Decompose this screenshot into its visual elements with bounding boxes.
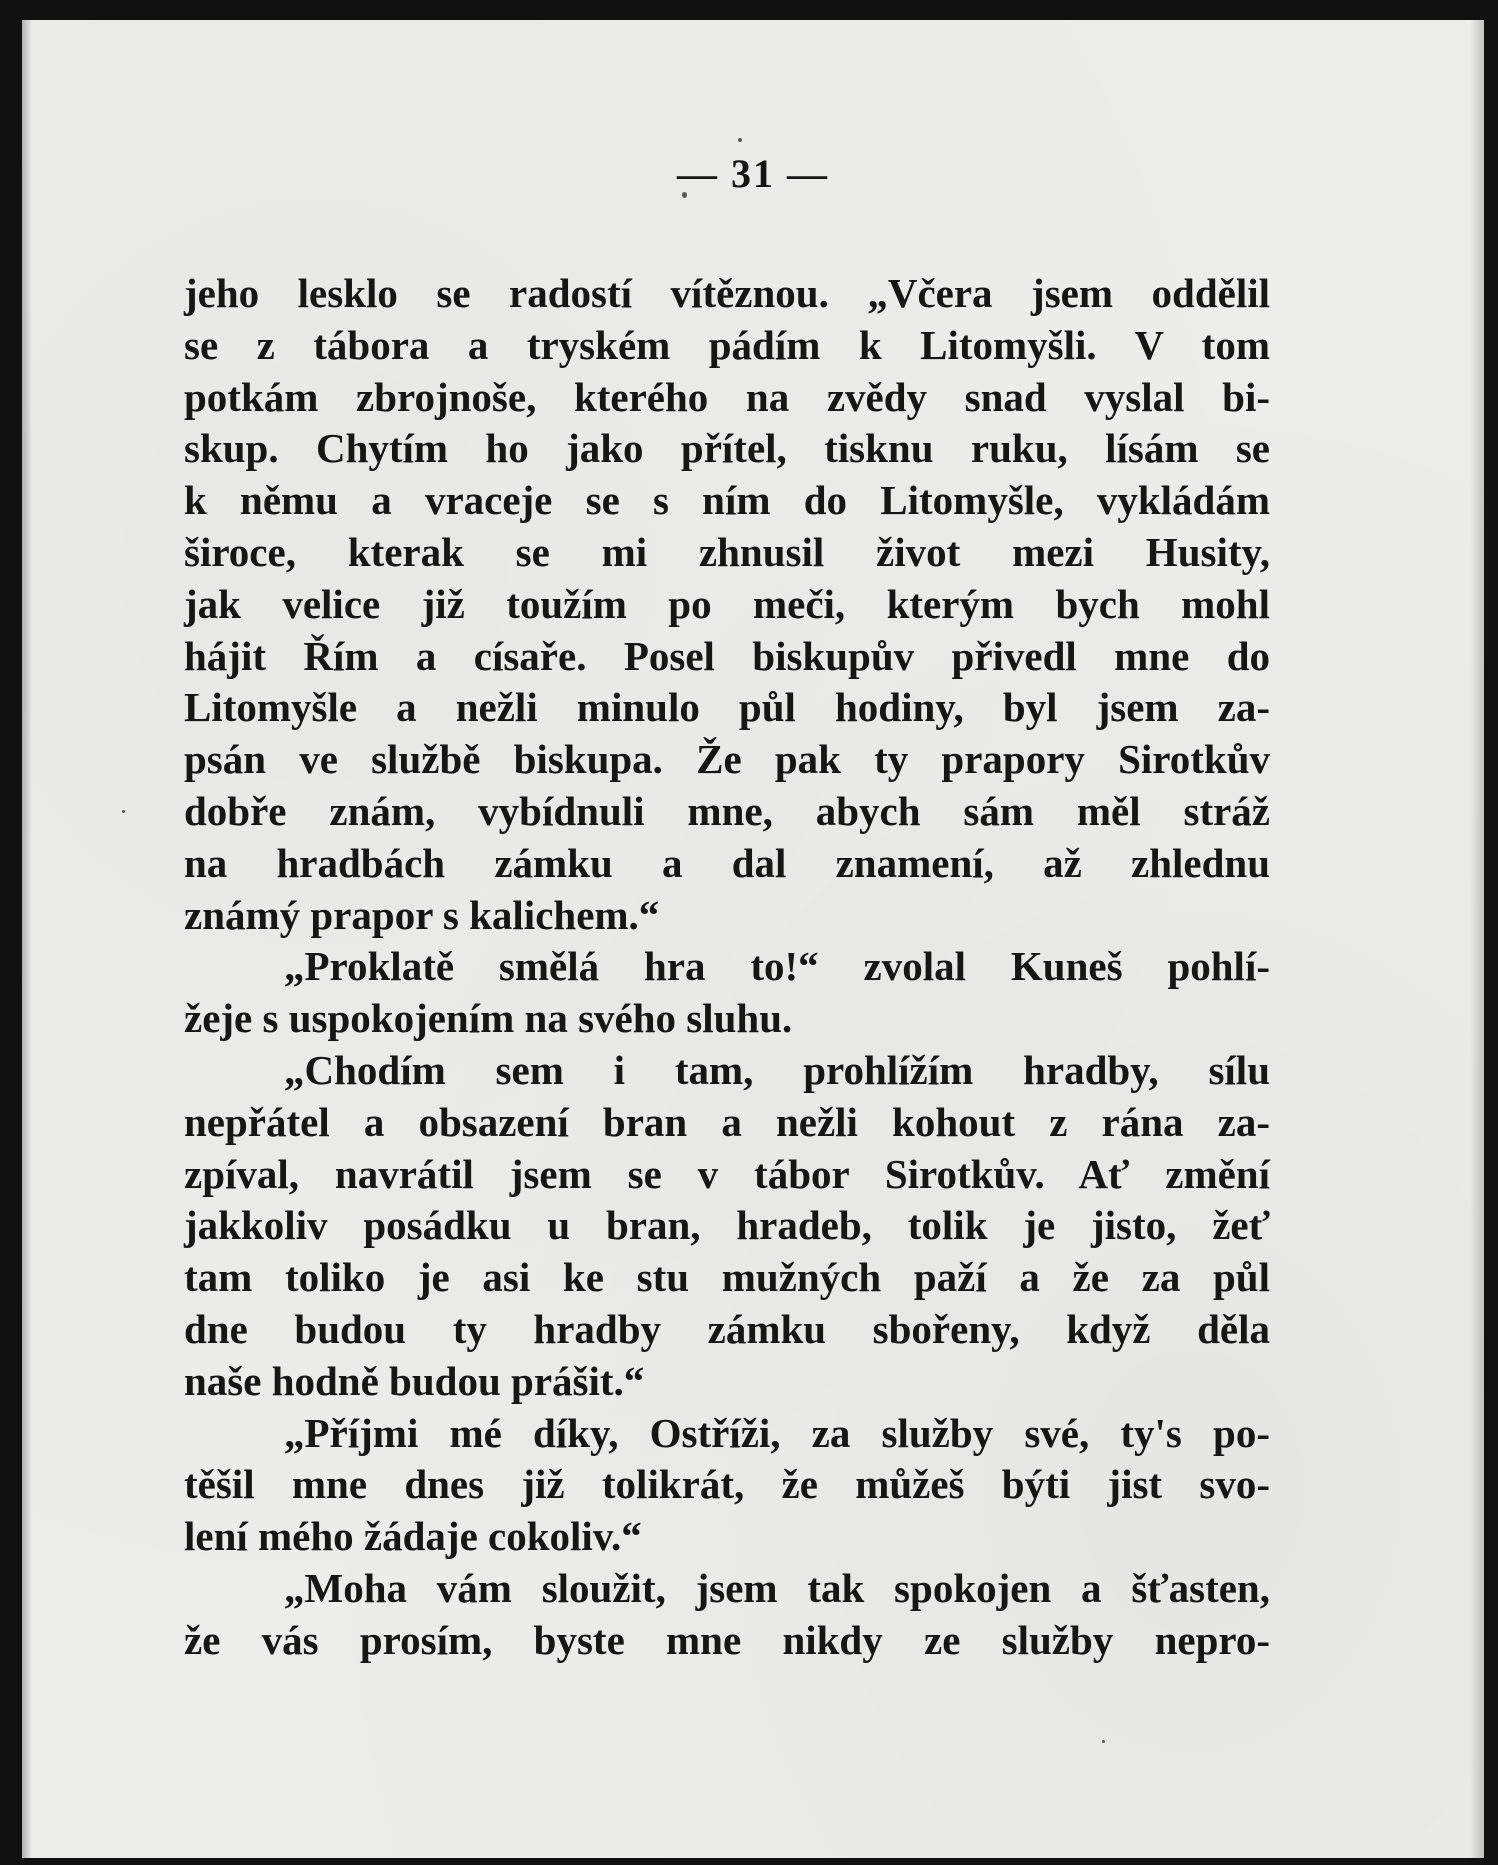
text-line: na hradbách zámku a dal znamení, až zhlednu <box>184 839 1270 886</box>
text-line: „Chodím sem i tam, prohlížím hradby, sílu <box>284 1046 1270 1093</box>
text-line: jeho lesklo se radostí vítěznou. „Včera jsem oddělil <box>184 270 1270 316</box>
text-line: skup. Chytím ho jako přítel, tisknu ruku, lísám se <box>184 425 1270 472</box>
page-number: — 31 — <box>677 151 829 196</box>
book-page <box>22 20 1484 1858</box>
text-line: těšil mne dnes již tolikrát, že můžeš býti jist svo- <box>184 1461 1270 1508</box>
text-line: jakkoliv posádku u bran, hradeb, tolik je jisto, žeť <box>184 1202 1270 1249</box>
dust-speck <box>1102 1740 1105 1743</box>
text-line: psán ve službě biskupa. Že pak ty prapory Sirotkův <box>184 736 1270 783</box>
text-line: jak velice již toužím po meči, kterým bych mohl <box>184 580 1270 627</box>
text-line: lení mého žádaje cokoliv.“ <box>184 1513 642 1560</box>
text-line: že vás prosím, byste mne nikdy ze služby nepro- <box>184 1616 1270 1663</box>
text-line: tam toliko je asi ke stu mužných paží a že za půl <box>184 1254 1270 1301</box>
text-line: zpíval, navrátil jsem se v tábor Sirotkův. Ať změní <box>184 1150 1270 1197</box>
text-line: naše hodně budou prášit.“ <box>184 1357 645 1404</box>
text-line: dobře znám, vybídnuli mne, abych sám měl stráž <box>184 787 1270 834</box>
page-edge-shadow-right <box>1470 20 1484 1858</box>
text-line: „Proklatě smělá hra to!“ zvolal Kuneš pohlí- <box>284 943 1270 990</box>
text-line: široce, kterak se mi zhnusil život mezi Husity, <box>184 528 1270 575</box>
text-line: žeje s uspokojením na svého sluhu. <box>184 995 793 1042</box>
text-line: k němu a vraceje se s ním do Litomyšle, vykládám <box>184 477 1270 524</box>
text-line: známý prapor s kalichem.“ <box>184 891 660 938</box>
text-line: potkám zbrojnoše, kterého na zvědy snad vyslal bi- <box>184 373 1270 420</box>
dust-speck <box>738 138 742 142</box>
page-edge-shadow-left <box>22 20 32 1858</box>
text-line: nepřátel a obsazení bran a nežli kohout z rána za- <box>184 1098 1270 1145</box>
text-line: Litomyšle a nežli minulo půl hodiny, byl jsem za- <box>184 684 1270 731</box>
dust-speck <box>122 810 125 813</box>
body-text <box>184 268 1270 1667</box>
text-line: dne budou ty hradby zámku sbořeny, když děla <box>184 1305 1270 1352</box>
text-line: hájit Řím a císaře. Posel biskupův přivedl mne do <box>184 632 1270 679</box>
text-line: „Moha vám sloužit, jsem tak spokojen a šťasten, <box>284 1564 1270 1611</box>
text-line: se z tábora a tryském pádím k Litomyšli. V tom <box>184 321 1270 368</box>
text-line: „Příjmi mé díky, Ostříži, za služby své, ty's po- <box>284 1409 1270 1456</box>
